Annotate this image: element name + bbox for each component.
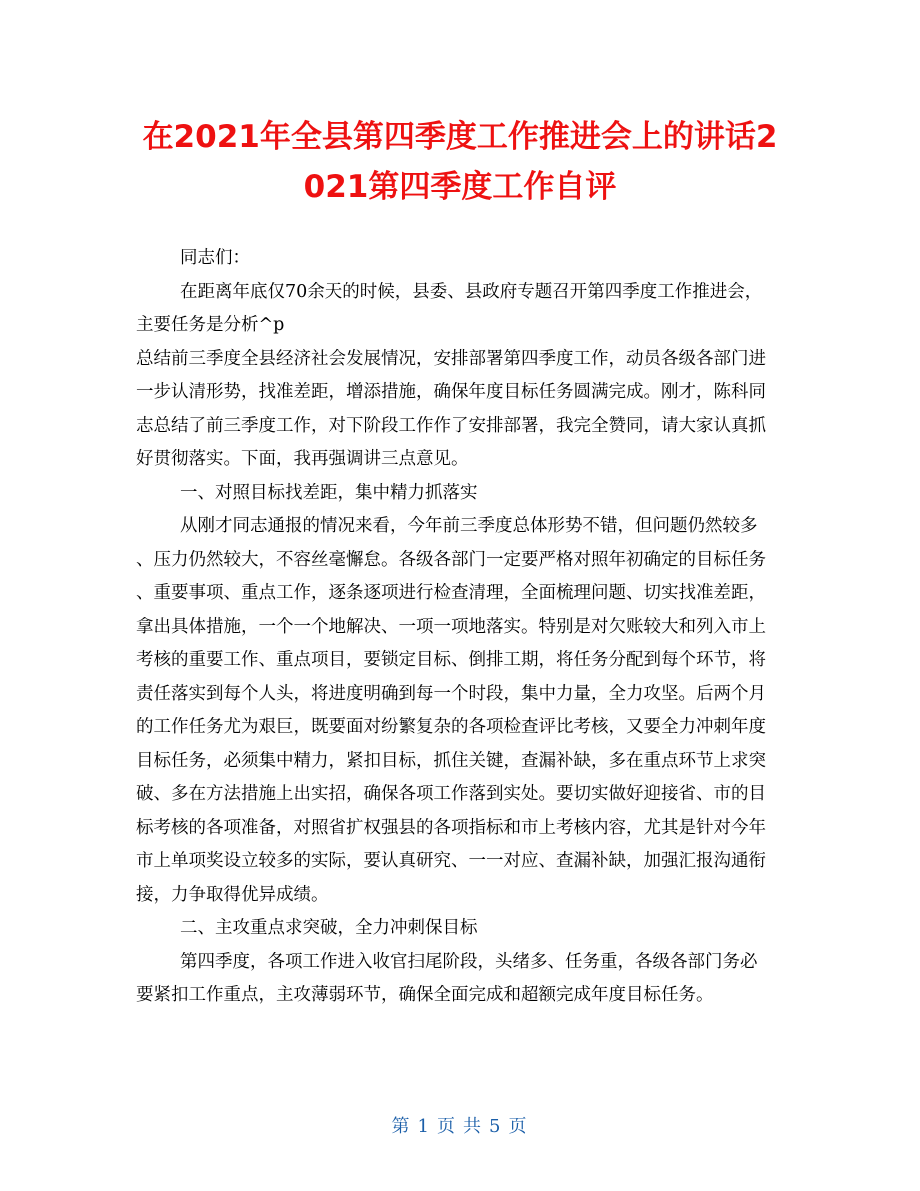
- body-line: 志总结了前三季度工作，对下阶段工作作了安排部署，我完全赞同，请大家认真抓: [136, 415, 766, 436]
- title-line-1: 在2021年全县第四季度工作推进会上的讲话2: [142, 119, 778, 155]
- body-line: 责任落实到每个人头，将进度明确到每一个时段，集中力量，全力攻坚。后两个月: [136, 683, 766, 704]
- page-label: 第: [391, 1116, 412, 1137]
- page-number: 1: [417, 1116, 431, 1137]
- total-label: 共: [463, 1116, 483, 1137]
- body-line: 好贯彻落实。下面，我再强调讲三点意见。: [136, 449, 469, 469]
- body-line: 主要任务是分析^p: [136, 315, 285, 335]
- document-body: [136, 242, 788, 1013]
- body-line: 第四季度，各项工作进入收官扫尾阶段，头绪多、任务重，各级各部门务必: [180, 951, 758, 972]
- total-unit: 页: [508, 1116, 529, 1137]
- title-line-2: 021第四季度工作自评: [303, 169, 617, 205]
- body-line: 拿出具体措施，一个一个地解决、一项一项地落实。特别是对欠账较大和列入市上: [136, 616, 766, 637]
- section-heading-1: 一、对照目标找差距，集中精力抓落实: [180, 482, 478, 503]
- page-unit: 页: [437, 1116, 457, 1137]
- body-line: 、重要事项、重点工作，逐条逐项进行检查清理，全面梳理问题、切实找准差距，: [136, 583, 766, 603]
- body-line: 从刚才同志通报的情况来看，今年前三季度总体形势不错，但问题仍然较多: [180, 516, 758, 536]
- body-line: 破、多在方法措施上出实招，确保各项工作落到实处。要切实做好迎接省、市的目: [136, 784, 766, 804]
- body-line: 在距离年底仅70余天的时候，县委、县政府专题召开第四季度工作推进会，: [180, 281, 763, 302]
- body-line: 要紧扣工作重点，主攻薄弱环节，确保全面完成和超额完成年度目标任务。: [136, 985, 714, 1005]
- body-line: 市上单项奖设立较多的实际，要认真研究、一一对应、查漏补缺，加强汇报沟通衔: [136, 851, 766, 871]
- body-line: 的工作任务尤为艰巨，既要面对纷繁复杂的各项检查评比考核，又要全力冲刺年度: [136, 717, 766, 737]
- body-line: 接，力争取得优异成绩。: [136, 884, 329, 905]
- body-line: 标考核的各项准备，对照省扩权强县的各项指标和市上考核内容，尤其是针对今年: [136, 817, 766, 838]
- page-footer: [0, 1112, 920, 1138]
- section-heading-2: 二、主攻重点求突破，全力冲刺保目标: [180, 918, 478, 938]
- body-line: 考核的重要工作、重点项目，要锁定目标、倒排工期，将任务分配到每个环节，将: [136, 650, 766, 670]
- body-line: 一步认清形势，找准差距，增添措施，确保年度目标任务圆满完成。刚才，陈科同: [136, 382, 766, 402]
- salutation: 同志们：: [180, 248, 250, 268]
- document-title: [120, 112, 800, 212]
- body-line: 目标任务，必须集中精力，紧扣目标，抓住关键，查漏补缺，多在重点环节上求突: [136, 750, 766, 771]
- body-line: 、压力仍然较大，不容丝毫懈怠。各级各部门一定要严格对照年初确定的目标任务: [136, 549, 766, 570]
- body-line: 总结前三季度全县经济社会发展情况，安排部署第四季度工作，动员各级各部门进: [136, 348, 766, 369]
- total-pages: 5: [489, 1116, 503, 1137]
